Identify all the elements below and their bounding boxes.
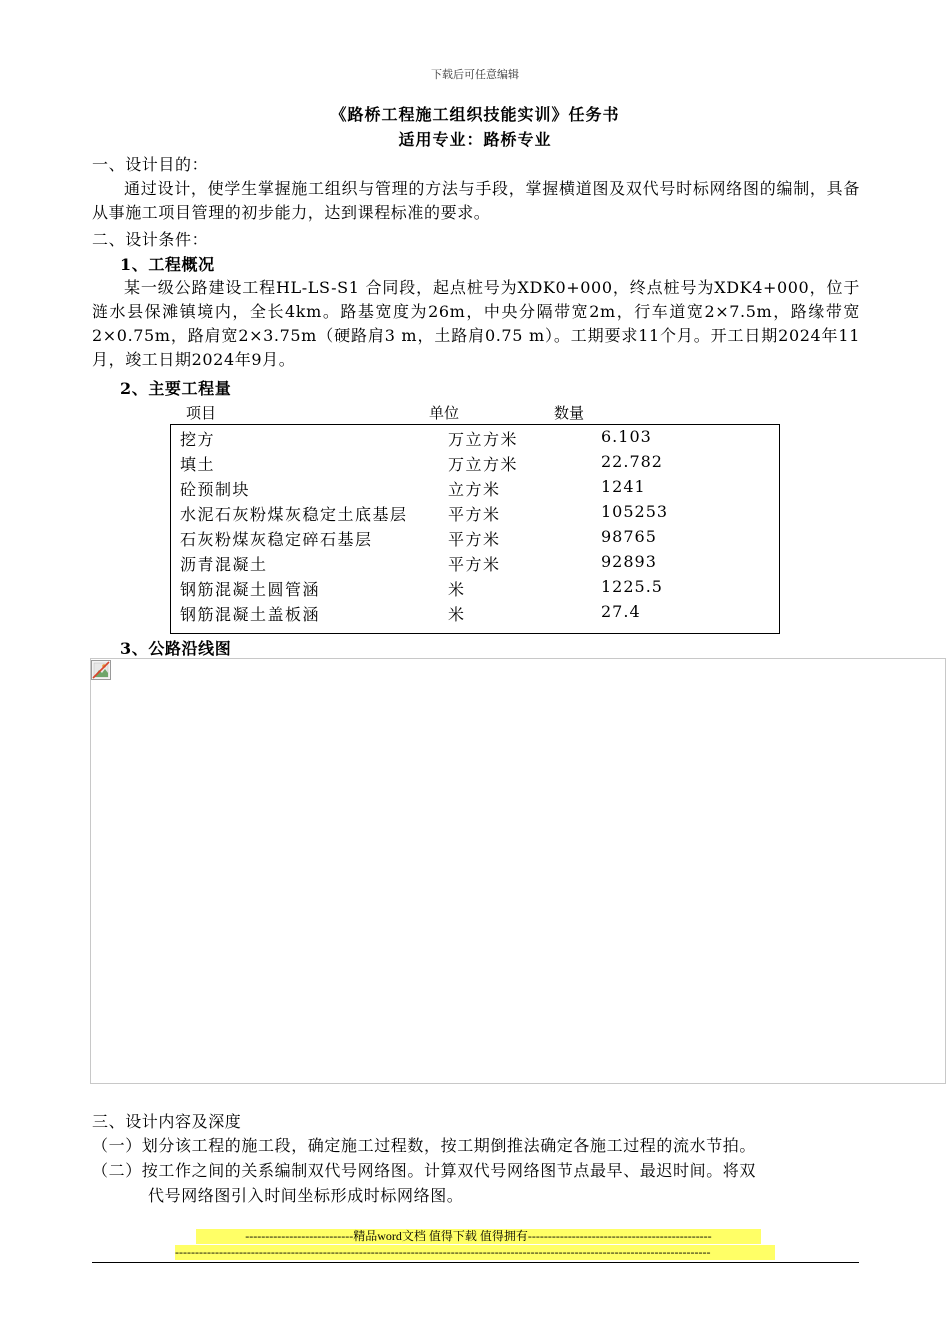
row-item: 砼预制块 [180, 480, 251, 499]
footer-banner-line-2: -------------------------------------------------------------------------------------------------------------------------------------- [175, 1245, 775, 1260]
row-unit: 平方米 [448, 530, 501, 549]
broken-image-icon [91, 660, 111, 680]
row-quantity: 22.782 [601, 452, 663, 471]
row-item: 钢筋混凝土圆管涵 [180, 580, 321, 599]
row-unit: 万立方米 [448, 455, 519, 474]
column-header-item: 项目 [186, 404, 217, 422]
row-quantity: 98765 [601, 527, 657, 546]
table-row [171, 552, 779, 577]
table-row [171, 602, 779, 627]
table-row [171, 427, 779, 452]
document-title: 《路桥工程施工组织技能实训》任务书 [330, 105, 620, 124]
row-unit: 平方米 [448, 505, 501, 524]
row-item: 钢筋混凝土盖板涵 [180, 605, 321, 624]
row-unit: 米 [448, 580, 466, 599]
row-item: 石灰粉煤灰稳定碎石基层 [180, 530, 373, 549]
column-header-quantity: 数量 [554, 404, 585, 422]
design-item-2-continued: 代号网络图引入时间坐标形成时标网络图。 [148, 1186, 464, 1205]
row-item: 填土 [180, 455, 216, 474]
row-item: 挖方 [180, 430, 216, 449]
row-item: 沥青混凝土 [180, 555, 268, 574]
table-row [171, 577, 779, 602]
row-quantity: 27.4 [601, 602, 641, 621]
quantity-table [170, 424, 780, 634]
section-3-heading: 三、设计内容及深度 [92, 1112, 242, 1131]
subsection-3-heading: 3、公路沿线图 [120, 639, 232, 658]
design-item-1: （一）划分该工程的施工段，确定施工过程数，按工期倒推法确定各施工过程的流水节拍。 [92, 1136, 757, 1155]
table-row [171, 452, 779, 477]
project-overview-paragraph: 某一级公路建设工程HL-LS-S1 合同段，起点桩号为XDK0+000，终点桩号为XDK4+000，位于涟水县保滩镇境内，全长4km。路基宽度为26m，中央分隔带宽2m，行车道宽2×7.5m，路缘带宽2×0.75m，路肩宽2×3.75m（硬路肩3 m，土路肩0.75 m）。工期要求11个月。开工日期2024年11月，竣工日期2024年9月。 [92, 278, 860, 369]
section-2-heading: 二、设计条件： [92, 230, 209, 249]
route-map-image-frame [90, 658, 946, 1084]
section-1-heading: 一、设计目的： [92, 155, 209, 174]
row-unit: 平方米 [448, 555, 501, 574]
table-row [171, 502, 779, 527]
row-quantity: 6.103 [601, 427, 652, 446]
row-quantity: 1225.5 [601, 577, 663, 596]
column-header-unit: 单位 [429, 404, 460, 422]
table-row [171, 527, 779, 552]
row-unit: 米 [448, 605, 466, 624]
subsection-2-heading: 2、主要工程量 [120, 379, 232, 398]
row-quantity: 105253 [601, 502, 669, 521]
subsection-1-heading: 1、工程概况 [120, 255, 215, 274]
section-1-paragraph: 通过设计，使学生掌握施工组织与管理的方法与手段，掌握横道图及双代号时标网络图的编制，具备从事施工项目管理的初步能力，达到课程标准的要求。 [92, 179, 860, 222]
row-quantity: 92893 [601, 552, 657, 571]
table-row [171, 477, 779, 502]
footer-banner-line-1: ---------------------------精品word文档 值得下载 值得拥有---------------------------------------------- [196, 1229, 761, 1244]
design-item-2: （二）按工作之间的关系编制双代号网络图。计算双代号网络图节点最早、最迟时间。将双 [92, 1161, 757, 1180]
bottom-divider [92, 1262, 859, 1263]
row-unit: 立方米 [448, 480, 501, 499]
row-item: 水泥石灰粉煤灰稳定土底基层 [180, 505, 408, 524]
row-unit: 万立方米 [448, 430, 519, 449]
document-subtitle: 适用专业：路桥专业 [398, 130, 552, 149]
header-note: 下载后可任意编辑 [431, 68, 519, 81]
row-quantity: 1241 [601, 477, 646, 496]
